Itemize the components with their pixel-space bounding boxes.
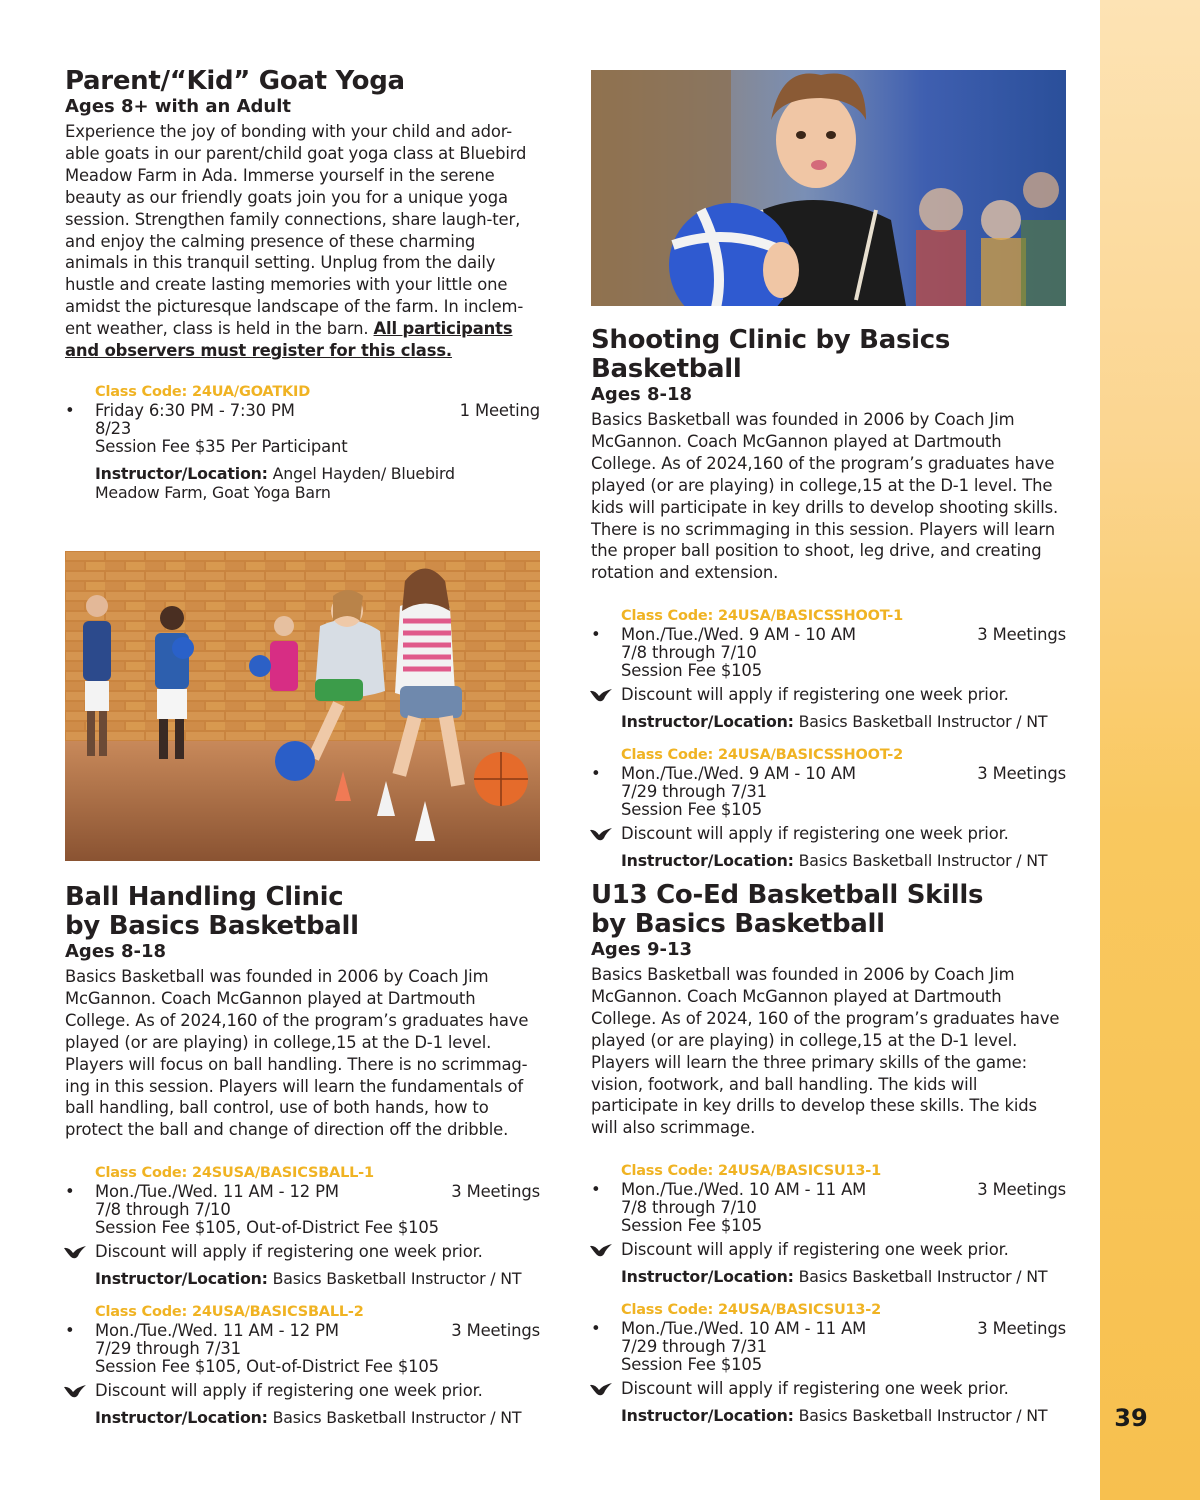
class-code: Class Code: 24SUSA/BASICSBALL-1 (95, 1165, 374, 1182)
discount-note (65, 1242, 540, 1262)
goat-yoga-session (65, 382, 540, 502)
session-dates: 7/8 through 7/10 (95, 1200, 231, 1220)
class-code: Class Code: 24UA/GOATKID (95, 383, 311, 400)
discount-bird-icon (63, 1245, 87, 1261)
session-meetings: 3 Meetings (977, 764, 1066, 784)
ball-handling-photo (65, 551, 540, 861)
instructor-value: Basics Basketball Instructor / NT (798, 712, 1048, 732)
discount-text: Discount will apply if registering one week prior. (621, 685, 1009, 705)
session-fee: Session Fee $105 (621, 1355, 762, 1375)
session-time: Mon./Tue./Wed. 10 AM - 11 AM (621, 1180, 867, 1200)
session-fee: Session Fee $105 (621, 800, 762, 820)
discount-text: Discount will apply if registering one week prior. (621, 824, 1009, 844)
session-time: Mon./Tue./Wed. 11 AM - 12 PM (95, 1321, 339, 1341)
shooting-session-1 (591, 606, 1066, 731)
session-dates: 7/8 through 7/10 (621, 1198, 757, 1218)
session-meetings: 3 Meetings (977, 625, 1066, 645)
session-fee: Session Fee $105, Out-of-District Fee $105 (95, 1218, 439, 1238)
goat-yoga-title: Parent/“Kid” Goat Yoga (65, 66, 405, 96)
class-code: Class Code: 24USA/BASICSBALL-2 (95, 1304, 364, 1321)
class-code: Class Code: 24USA/BASICSU13-2 (621, 1302, 882, 1319)
instructor-location (591, 712, 1066, 731)
discount-note (591, 824, 1066, 844)
shooting-session-2 (591, 745, 1066, 870)
ball-handling-ages: Ages 8-18 (65, 941, 167, 962)
discount-bird-icon (589, 1243, 613, 1259)
discount-note (591, 1240, 1066, 1260)
shooting-description: Basics Basketball was founded in 2006 by Coach Jim McGannon. Coach McGannon played at Dartmouth College. As of 2024,160 of the program’s graduates have played (or are playing) in college,15 at the D-1 level. The kids will participate in key drills to develop shooting skills. There is no scrimmaging in this session. Players will learn the proper ball position to shoot, leg drive, and creating rotation and extension. (591, 410, 1059, 583)
bullet-icon: • (65, 1321, 75, 1341)
discount-note (65, 1381, 540, 1401)
bullet-icon: • (591, 1180, 601, 1200)
discount-text: Discount will apply if registering one week prior. (95, 1242, 483, 1262)
session-meetings: 3 Meetings (977, 1319, 1066, 1339)
u13-title-line1: U13 Co-Ed Basketball Skills (591, 880, 984, 910)
instructor-location (65, 1269, 540, 1288)
ball-handling-session-2 (65, 1302, 540, 1427)
instructor-label: Instructor/Location: (95, 1269, 268, 1289)
gym-dribbling-image (65, 551, 540, 861)
shooting-section (591, 326, 1066, 870)
instructor-label: Instructor/Location: (95, 463, 268, 483)
ball-handling-title-line1: Ball Handling Clinic (65, 882, 344, 912)
bullet-icon: • (65, 400, 75, 420)
session-time-row (591, 1320, 1066, 1338)
instructor-value: Basics Basketball Instructor / NT (798, 1406, 1048, 1426)
session-time-row (65, 1183, 540, 1201)
u13-description: Basics Basketball was founded in 2006 by Coach Jim McGannon. Coach McGannon played at Dartmouth College. As of 2024, 160 of the program’s graduates have played (or are playing) in college,15 at the D-1 level. Players will learn the three primary skills of the game: vision, footwork, and ball handling. The kids will participate in key drills to develop these skills. The kids will also scrimmage. (591, 965, 1060, 1138)
discount-bird-icon (589, 827, 613, 843)
session-time: Mon./Tue./Wed. 9 AM - 10 AM (621, 764, 856, 784)
discount-text: Discount will apply if registering one week prior. (621, 1379, 1009, 1399)
session-dates: 7/29 through 7/31 (621, 1337, 767, 1357)
session-meetings: 3 Meetings (451, 1321, 540, 1341)
instructor-location (591, 851, 1066, 870)
session-time: Friday 6:30 PM - 7:30 PM (95, 400, 295, 420)
discount-bird-icon (63, 1384, 87, 1400)
instructor-value: Angel Hayden/ Bluebird Meadow Farm, Goat Yoga Barn (95, 463, 455, 502)
page-number: 39 (1114, 1404, 1148, 1432)
ball-handling-section (65, 883, 540, 1427)
session-time: Mon./Tue./Wed. 11 AM - 12 PM (95, 1182, 339, 1202)
ball-handling-description: Basics Basketball was founded in 2006 by Coach Jim McGannon. Coach McGannon played at Dartmouth College. As of 2024,160 of the program’s graduates have played (or are playing) in college,15 at the D-1 level. Players will focus on ball handling. There is no scrimmag-ing in this session. Players will learn the fundamentals of ball handling, ball control, use of both hands, how to protect the ball and change of direction off the dribble. (65, 967, 529, 1140)
bullet-icon: • (591, 764, 601, 784)
session-dates: 7/29 through 7/31 (95, 1339, 241, 1359)
session-time-row (591, 626, 1066, 644)
u13-session-2 (591, 1300, 1066, 1425)
instructor-label: Instructor/Location: (621, 1267, 794, 1287)
shooting-ages: Ages 8-18 (591, 384, 693, 405)
session-time-row (65, 402, 540, 420)
u13-title-line2: by Basics Basketball (591, 909, 885, 939)
session-time: Mon./Tue./Wed. 10 AM - 11 AM (621, 1319, 867, 1339)
goat-yoga-description (65, 121, 540, 362)
instructor-value: Basics Basketball Instructor / NT (272, 1408, 522, 1428)
instructor-value: Basics Basketball Instructor / NT (272, 1269, 522, 1289)
discount-note (591, 685, 1066, 705)
session-meetings: 3 Meetings (451, 1182, 540, 1202)
shooting-title: Shooting Clinic by Basics Basketball (591, 325, 951, 384)
discount-bird-icon (589, 1382, 613, 1398)
session-time-row (591, 765, 1066, 783)
class-code: Class Code: 24USA/BASICSSHOOT-2 (621, 747, 903, 764)
session-dates: 8/23 (95, 418, 132, 438)
u13-section (591, 881, 1066, 1425)
bullet-icon: • (65, 1182, 75, 1202)
session-dates: 7/29 through 7/31 (621, 782, 767, 802)
instructor-value: Basics Basketball Instructor / NT (798, 1267, 1048, 1287)
shooting-photo (591, 70, 1066, 306)
goat-yoga-section (65, 67, 540, 502)
ball-handling-title-line2: by Basics Basketball (65, 911, 359, 941)
page-sidebar-band (1100, 0, 1200, 1500)
discount-text: Discount will apply if registering one week prior. (95, 1381, 483, 1401)
discount-text: Discount will apply if registering one week prior. (621, 1240, 1009, 1260)
session-time-row (591, 1181, 1066, 1199)
class-code: Class Code: 24USA/BASICSSHOOT-1 (621, 608, 903, 625)
u13-session-1 (591, 1161, 1066, 1286)
instructor-label: Instructor/Location: (621, 851, 794, 871)
instructor-location (65, 464, 465, 502)
session-fee: Session Fee $105, Out-of-District Fee $105 (95, 1357, 439, 1377)
session-fee: Session Fee $105 (621, 661, 762, 681)
goat-yoga-register-notice: All participants and observers must register for this class. (65, 319, 513, 361)
instructor-label: Instructor/Location: (621, 712, 794, 732)
goat-yoga-description-text: Experience the joy of bonding with your child and ador-able goats in our parent/child goat yoga class at Bluebird Meadow Farm in Ada. Immerse yourself in the serene beauty as our friendly goats join you for a unique yoga session. Strengthen family connections, share laugh-ter, and enjoy the calming presence of these charming animals in this tranquil setting. Unplug from the daily hustle and create lasting memories with your little one amidst the picturesque landscape of the farm. In inclem-ent weather, class is held in the barn. (65, 122, 527, 339)
instructor-location (65, 1408, 540, 1427)
goat-yoga-ages: Ages 8+ with an Adult (65, 96, 291, 117)
bullet-icon: • (591, 1319, 601, 1339)
bullet-icon: • (591, 625, 601, 645)
session-time-row (65, 1322, 540, 1340)
u13-ages: Ages 9-13 (591, 939, 693, 960)
session-fee: Session Fee $35 Per Participant (95, 436, 348, 456)
boy-shooting-image (591, 70, 1066, 306)
discount-note (591, 1379, 1066, 1399)
instructor-label: Instructor/Location: (621, 1406, 794, 1426)
session-meetings: 1 Meeting (459, 400, 540, 420)
session-fee: Session Fee $105 (621, 1216, 762, 1236)
class-code: Class Code: 24USA/BASICSU13-1 (621, 1163, 882, 1180)
instructor-value: Basics Basketball Instructor / NT (798, 851, 1048, 871)
instructor-label: Instructor/Location: (95, 1408, 268, 1428)
session-time: Mon./Tue./Wed. 9 AM - 10 AM (621, 625, 856, 645)
instructor-location (591, 1406, 1066, 1425)
session-meetings: 3 Meetings (977, 1180, 1066, 1200)
instructor-location (591, 1267, 1066, 1286)
session-dates: 7/8 through 7/10 (621, 643, 757, 663)
ball-handling-session-1 (65, 1163, 540, 1288)
discount-bird-icon (589, 688, 613, 704)
